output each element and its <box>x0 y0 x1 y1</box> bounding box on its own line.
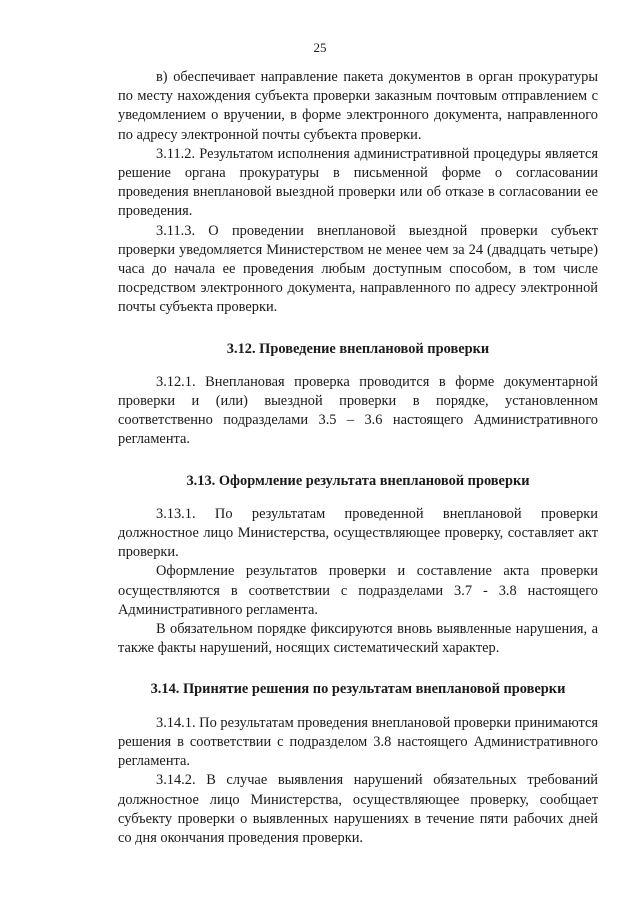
paragraph-3-13-1: 3.13.1. По результатам проведенной внеплановой проверки должностное лицо Министерства, осуществляющее проверку, составляет акт проверки. <box>118 505 598 561</box>
paragraph-3-13-1-c: В обязательном порядке фиксируются вновь выявленные нарушения, а также факты нарушений, носящих систематический характер. <box>118 621 598 657</box>
section-heading-3-13: 3.13. Оформление результата внеплановой проверки <box>186 472 530 489</box>
paragraph-3-11-3: 3.11.3. О проведении внеплановой выездной проверки субъект проверки уведомляется Министерством не менее чем за 24 (двадцать четыре) часа до начала ее проведения любым доступным способом, в том числе посредством электронного документа, направленного по адресу электронной почты субъекта проверки. <box>118 222 598 316</box>
paragraph-3-14-2: 3.14.2. В случае выявления нарушений обязательных требований должностное лицо Министерства, осуществляющее проверку, сообщает субъекту проверки о выявленных нарушениях в течение пяти рабочих дней со дня окончания проведения проверки. <box>118 772 598 846</box>
paragraph-3-12-1: 3.12.1. Внеплановая проверка проводится в форме документарной проверки и (или) выездной проверки в порядке, установленном соответственно подразделами 3.5 – 3.6 настоящего Административного регламента. <box>118 373 598 448</box>
page-number: 25 <box>313 40 327 55</box>
paragraph-3-11-1-v: в) обеспечивает направление пакета документов в орган прокуратуры по месту нахождения субъекта проверки заказным почтовым отправлением с уведомлением о вручении, в форме электронного документа, направленного по адресу электронной почты субъекта проверки. <box>118 69 598 143</box>
section-heading-3-14: 3.14. Принятие решения по результатам внеплановой проверки <box>150 681 566 698</box>
paragraph-3-14-1: 3.14.1. По результатам проведения внеплановой проверки принимаются решения в соответствии с подразделом 3.8 настоящего Административного регламента. <box>118 714 598 770</box>
document-body <box>118 68 598 848</box>
paragraph-3-13-1-b: Оформление результатов проверки и составление акта проверки осуществляются в соответствии с подразделами 3.7 - 3.8 настоящего Административного регламента. <box>118 563 598 618</box>
section-heading-3-12: 3.12. Проведение внеплановой проверки <box>226 340 490 357</box>
paragraph-3-11-2: 3.11.2. Результатом исполнения административной процедуры является решение органа прокуратуры в письменной форме о согласовании проведения внеплановой выездной проверки или об отказе в согласовании ее проведения. <box>118 145 598 220</box>
